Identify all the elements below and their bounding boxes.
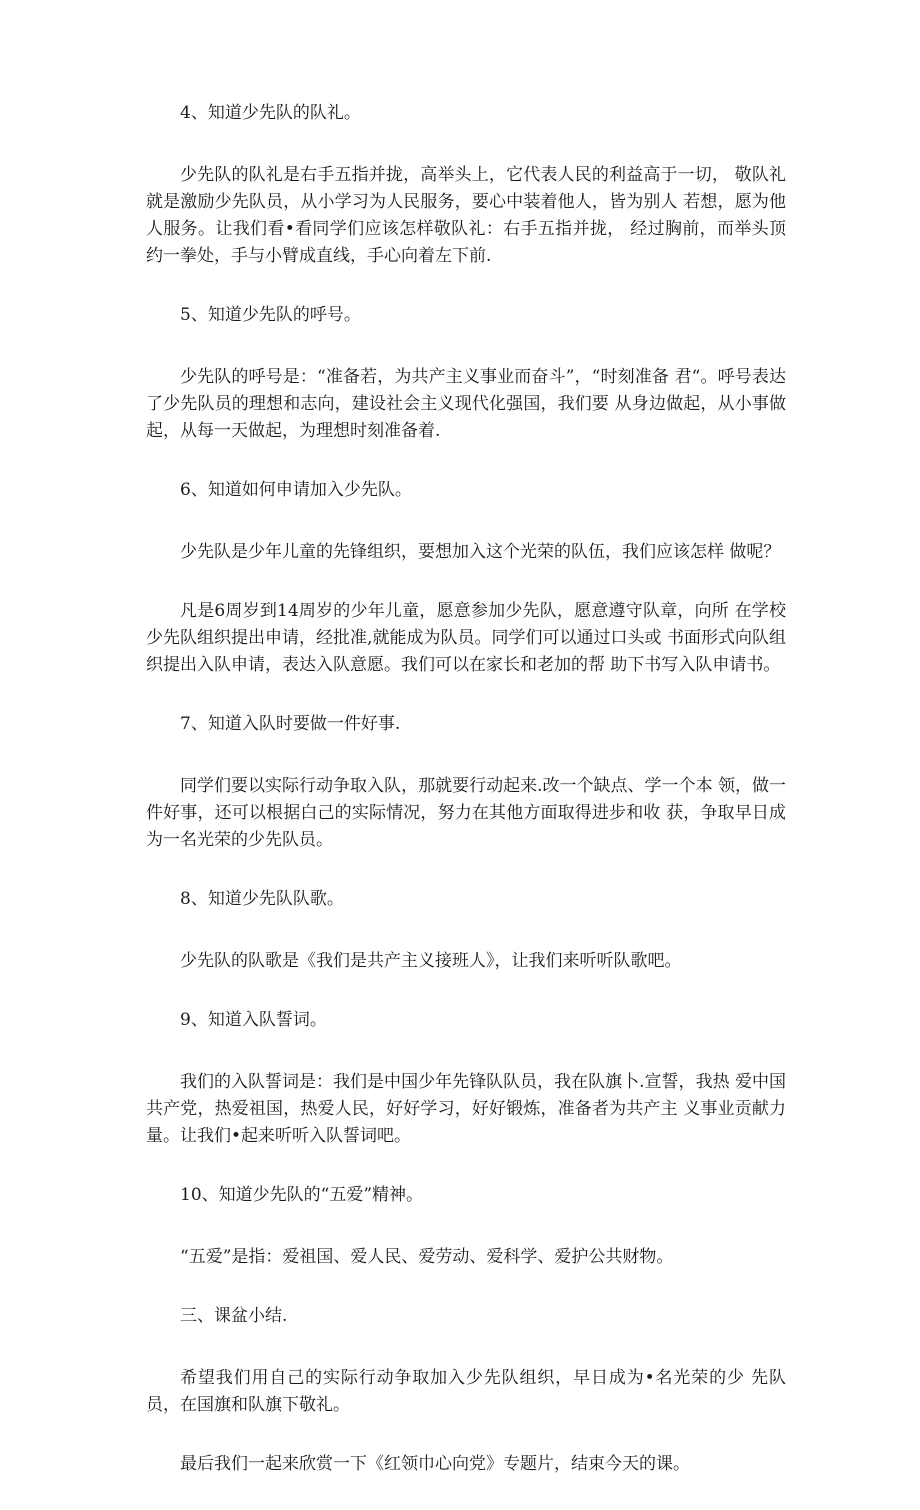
body-paragraph: 我们的入队誓词是：我们是中国少年先锋队队员，我在队旗卜.宣誓，我热 爱中国共产党，热爱祖国，热爱人民，好好学习，好好锻炼，准备者为共产主 义事业贡献力量。让我们•起来听听入队誓词吧。 [146,1072,786,1146]
body-paragraph: 凡是6周岁到14周岁的少年儿童，愿意参加少先队，愿意遵守队章，向所 在学校少先队组织提出申请，经批准,就能成为队员。同学们可以通过口头或 书面形式向队组织提出入队申请，表达入队意愿。我们可以在家长和老加的帮 助下书写入队申请书。 [146,601,786,675]
body-paragraph: 少先队的呼号是：“准备若，为共产主义事业而奋斗”，“时刻准备 君“。呼号表达了少先队员的理想和志向，建设社会主义现代化强国，我们要 从身边做起，从小事做起，从每一天做起，为理想时刻准备着. [146,367,786,441]
body-paragraph: “五爱”是指：爱祖国、爱人民、爱劳动、爱科学、爱护公共财物。 [180,1247,674,1267]
section-heading: 三、课盆小结. [180,1306,288,1326]
section-heading: 7、知道入队时要做一件好事. [180,714,401,734]
section-heading: 5、知道少先队的呼号。 [180,305,361,325]
body-paragraph: 同学们要以实际行动争取入队，那就要行动起来.改一个缺点、学一个本 领，做一件好事，还可以根据白己的实际情况，努力在其他方面取得进步和收 获，争取早日成为一名光荣的少先队员。 [146,776,786,850]
body-paragraph: 少先队的队礼是右手五指并拢，高举头上，它代表人民的利益高于一切， 敬队礼就是激励少先队员，从小学习为人民服务，要心中装着他人，皆为别人 若想，愿为他人服务。让我们看•看同学们应该怎样敬队礼：右手五指并拢， 经过胸前，而举头顶约一拳处，手与小臂成直线，手心向着左下前. [146,165,786,266]
section-heading: 10、知道少先队的“五爱”精神。 [180,1185,424,1205]
document-body [146,100,786,1510]
section-heading: 4、知道少先队的队礼。 [180,103,361,123]
section-heading: 6、知道如何申请加入少先队。 [180,480,412,500]
body-paragraph: 最后我们一起来欣赏一下《红领巾心向党》专题片，结束今天的课。 [180,1454,690,1474]
body-paragraph: 少先队的队歌是《我们是共产主义接班人》，让我们来听听队歌吧。 [180,951,682,971]
section-heading: 9、知道入队誓词。 [180,1010,327,1030]
section-heading: 8、知道少先队队歌。 [180,889,344,909]
body-paragraph: 少先队是少年儿童的先锋组织，要想加入这个光荣的队伍，我们应该怎样 做呢？ [180,542,781,562]
body-paragraph: 希望我们用自己的实际行动争取加入少先队组织，早日成为•名光荣的少 先队员，在国旗和队旗下敬礼。 [146,1368,786,1415]
